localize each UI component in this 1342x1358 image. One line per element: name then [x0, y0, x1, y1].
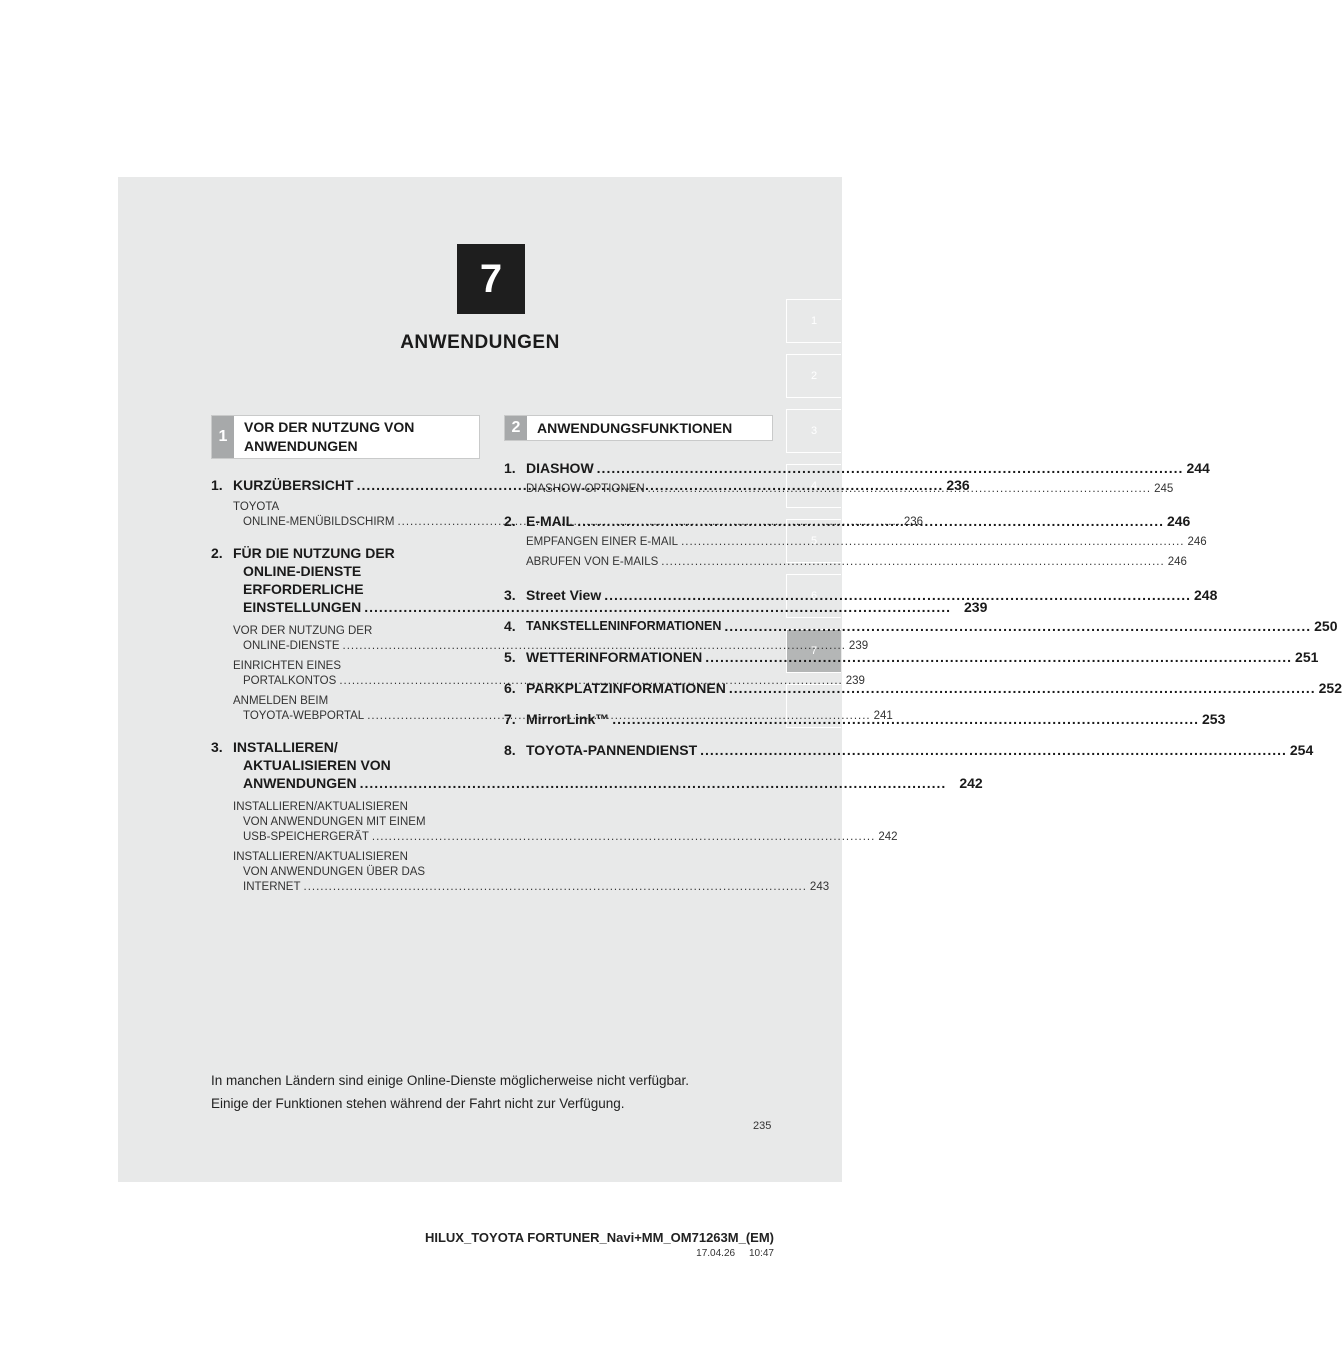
toc-subitem-page: 246	[1167, 556, 1187, 568]
toc-subitem-title: INTERNET	[243, 881, 301, 893]
toc-subitem-title: PORTALKONTOS	[243, 675, 337, 687]
toc-subitem-page: 239	[848, 640, 869, 652]
toc-item[interactable]	[504, 459, 1210, 477]
toc-item-page: 251	[1295, 649, 1319, 665]
toc-item-page: 239	[964, 599, 988, 615]
footnote: In manchen Ländern sind einige Online-Dienste möglicherweise nicht verfügbar.	[211, 1073, 690, 1088]
page-number: 235	[753, 1120, 772, 1132]
toc-item-number: 3.	[504, 587, 516, 603]
toc-subitem-line: INSTALLIEREN/AKTUALISIEREN	[233, 851, 408, 863]
side-tab-4[interactable]: 4	[786, 464, 841, 508]
toc-item-page: 250	[1314, 618, 1338, 634]
toc-subitem-line: VOR DER NUTZUNG DER	[233, 625, 373, 637]
toc-subitem-line: VON ANWENDUNGEN ÜBER DAS	[243, 866, 426, 878]
toc-item-page: 252	[1318, 680, 1342, 696]
toc-item-title: ERFORDERLICHE	[243, 581, 364, 597]
toc-subitem-title: DIASHOW-OPTIONEN	[526, 483, 645, 495]
toc-subitem-line: INSTALLIEREN/AKTUALISIEREN	[233, 801, 408, 813]
section-title	[234, 416, 414, 458]
chapter-title: ANWENDUNGEN	[400, 332, 560, 353]
toc-subitem-page: 241	[873, 710, 893, 722]
chapter-number-box: 7	[457, 244, 525, 314]
toc-item-title: WETTERINFORMATIONEN	[526, 649, 703, 665]
side-tab-5[interactable]: 5	[786, 519, 841, 563]
toc-subitem[interactable]	[504, 555, 1187, 570]
toc-subitem-page: 239	[845, 675, 865, 687]
toc-subitem-title: ABRUFEN VON E-MAILS	[526, 556, 659, 568]
toc-subitem-line: ANMELDEN BEIM	[233, 695, 329, 707]
toc-item-title: INSTALLIEREN/	[233, 739, 338, 755]
toc-item[interactable]	[504, 648, 1319, 666]
toc-item-page: 244	[1186, 460, 1210, 476]
section-number: 2	[505, 416, 527, 440]
toc-subitem-line: TOYOTA	[233, 501, 280, 513]
toc-subitem-title: ONLINE-MENÜBILDSCHIRM	[243, 516, 395, 528]
section-header-2	[504, 415, 773, 441]
toc-item-number: 7.	[504, 711, 516, 727]
section-title-line: ANWENDUNGEN	[244, 438, 358, 454]
toc-item-title: ONLINE-DIENSTE	[243, 563, 362, 579]
side-tab-1[interactable]: 1	[786, 299, 841, 343]
toc-item-title: DIASHOW	[526, 460, 594, 476]
side-tab-7[interactable]: 7	[786, 629, 841, 673]
toc-subitem-page: 243	[809, 881, 830, 893]
toc-item-title: EINSTELLUNGEN	[243, 599, 362, 615]
toc-item-page: 242	[959, 775, 983, 791]
document-id: HILUX_TOYOTA FORTUNER_Navi+MM_OM71263M_(EM)	[424, 1230, 774, 1245]
toc-item-page: 236	[946, 477, 970, 493]
toc-item-number: 2.	[504, 513, 516, 529]
side-tab-3[interactable]: 3	[786, 409, 841, 453]
toc-item-title: Street View	[526, 587, 602, 603]
toc-item-number: 4.	[504, 618, 516, 634]
timestamp: 17.04.26 10:47	[696, 1248, 774, 1259]
toc-item-number: 2.	[211, 545, 223, 561]
toc-item-number: 1.	[504, 460, 516, 476]
toc-item-page: 246	[1166, 513, 1191, 529]
section-header-1	[211, 415, 480, 459]
toc-item-number: 5.	[504, 649, 516, 665]
toc-subitem-title: ONLINE-DIENSTE	[243, 640, 340, 652]
toc-item-title: E-MAIL	[526, 513, 575, 529]
toc-subitem[interactable]	[211, 800, 898, 845]
toc-subitem-page: 246	[1187, 536, 1207, 548]
toc-item-number: 1.	[211, 477, 223, 493]
toc-item-page: 248	[1194, 587, 1218, 603]
section-title: ANWENDUNGSFUNKTIONEN	[537, 419, 733, 436]
footnote: Einige der Funktionen stehen während der Fahrt nicht zur Verfügung.	[211, 1096, 625, 1111]
toc-item[interactable]	[504, 617, 1338, 635]
toc-item-number: 8.	[504, 742, 516, 758]
toc-item-title: ANWENDUNGEN	[243, 775, 357, 791]
toc-subitem-title: USB-SPEICHERGERÄT	[243, 831, 369, 843]
toc-subitem-page: 242	[878, 831, 898, 843]
toc-subitem-title: EMPFANGEN EINER E-MAIL	[526, 536, 679, 548]
toc-item-number: 6.	[504, 680, 516, 696]
toc-item-title: TOYOTA-PANNENDIENST	[526, 742, 698, 758]
toc-item-page: 254	[1289, 742, 1314, 758]
toc-item-title: MirrorLink™	[526, 711, 610, 727]
section-title-line: VOR DER NUTZUNG VON	[244, 419, 415, 435]
toc-item-title: PARKPLATZINFORMATIONEN	[526, 680, 726, 696]
side-tab-6[interactable]: 6	[786, 574, 841, 618]
toc-subitem-line: VON ANWENDUNGEN MIT EINEM	[243, 816, 426, 828]
side-tab-2[interactable]: 2	[786, 354, 841, 398]
section-number: 1	[212, 416, 234, 458]
toc-subitem-page: 236	[903, 516, 924, 528]
toc-item-title: KURZÜBERSICHT	[233, 477, 354, 493]
toc-item[interactable]	[504, 741, 1314, 759]
toc-item-title: FÜR DIE NUTZUNG DER	[233, 545, 395, 561]
toc-item-title: AKTUALISIEREN VON	[243, 757, 391, 773]
toc-subitem-title: TOYOTA-WEBPORTAL	[243, 710, 365, 722]
toc-subitem-page: 245	[1154, 483, 1174, 495]
toc-subitem[interactable]	[504, 535, 1207, 550]
toc-subitem[interactable]	[211, 850, 830, 895]
toc-item-number: 3.	[211, 739, 223, 755]
toc-item-title: TANKSTELLENINFORMATIONEN	[526, 619, 722, 633]
toc-item[interactable]	[504, 586, 1218, 604]
toc-item-page: 253	[1202, 711, 1226, 727]
toc-subitem-line: EINRICHTEN EINES	[233, 660, 341, 672]
